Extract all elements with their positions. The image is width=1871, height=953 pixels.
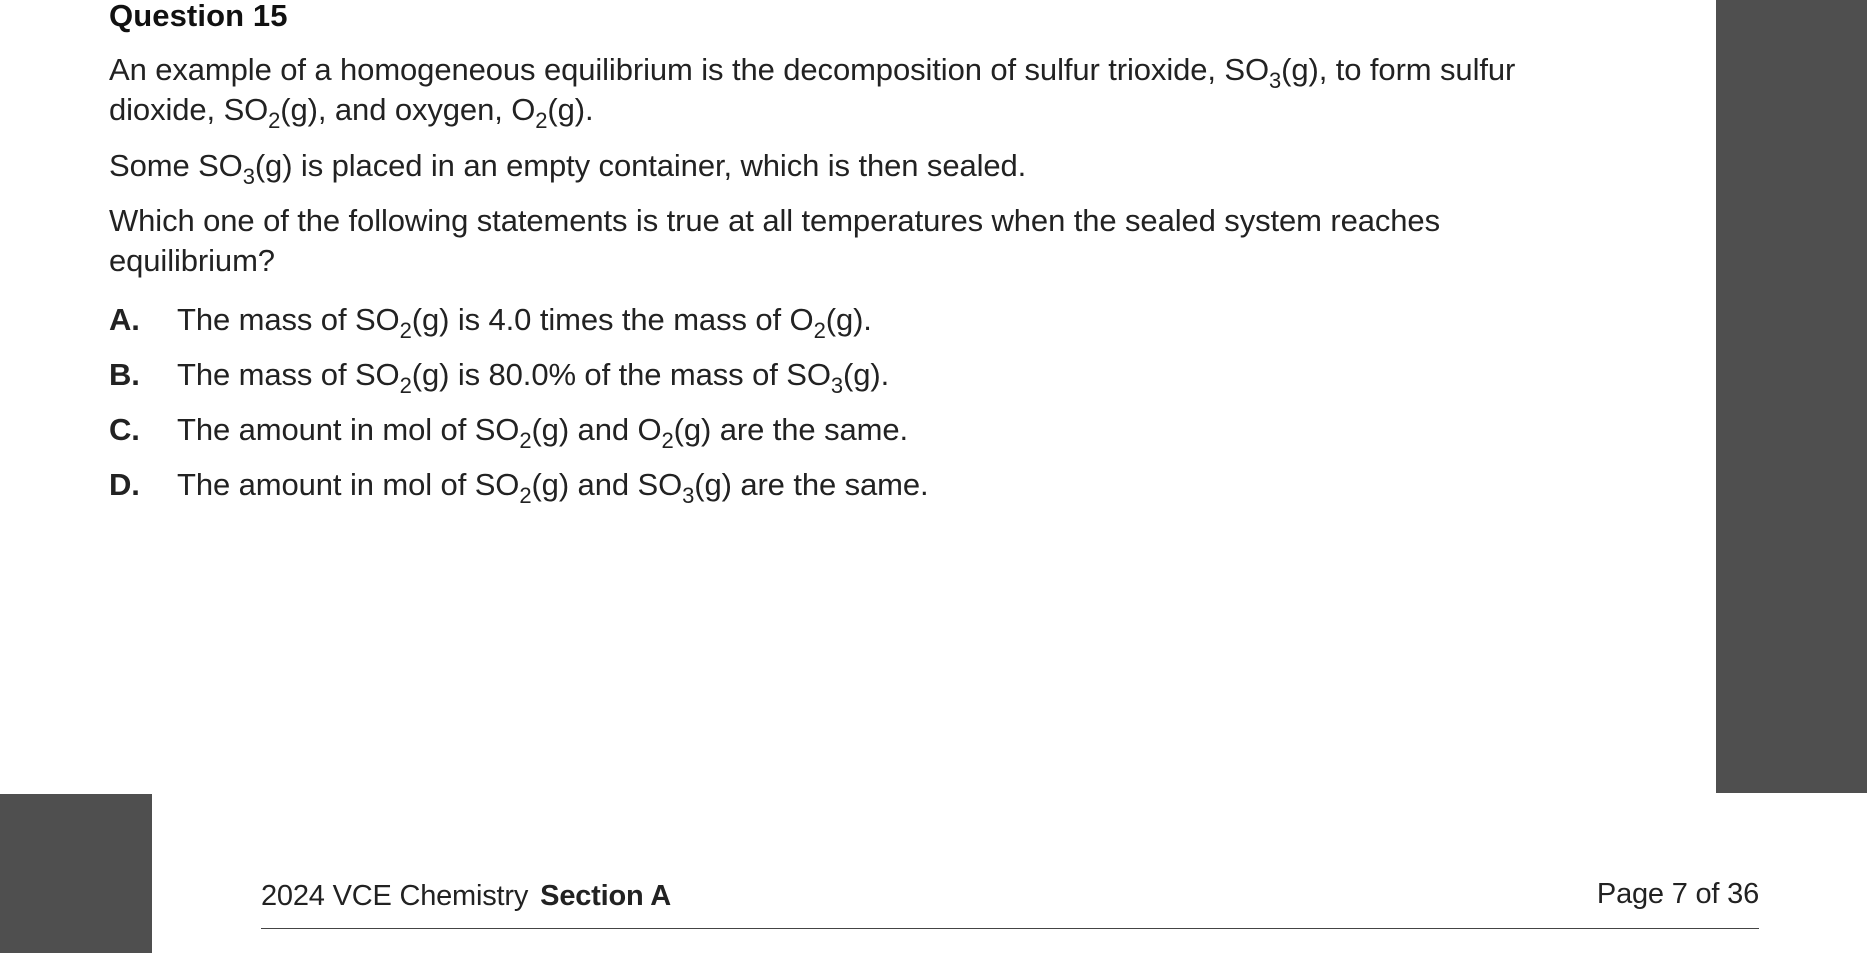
subscript: 3: [682, 483, 695, 508]
intro-text-3: (g), and oxygen, O: [280, 92, 536, 127]
footer-divider: [261, 928, 1759, 929]
setup-text-2: (g) is placed in an empty container, which is then sealed.: [254, 148, 1027, 183]
subscript: 2: [399, 318, 412, 343]
option-text: The amount in mol of $SO_2(g)$ and $O_2(g)$ are the same.: [177, 412, 908, 453]
option-text: The amount in mol of $SO_2(g)$ and $SO_3(g)$ are the same.: [177, 467, 929, 508]
option-text: The mass of $SO_2(g)$ is 4.0 times the mass of $O_2(g)$.: [177, 302, 872, 343]
subscript: 2: [268, 108, 281, 133]
option-letter: A.: [109, 302, 140, 337]
intro-text-4: (g).: [547, 92, 594, 127]
option-text: The mass of $SO_2(g)$ is 80.0% of the mass of $SO_3(g)$.: [177, 357, 890, 398]
left-margin-block: [0, 794, 152, 953]
question-prompt: Which one of the following statements is true at all temperatures when the sealed system reaches equilibrium?: [109, 203, 1440, 278]
footer-section: Section A: [540, 880, 672, 912]
footer-exam-label: [261, 880, 671, 913]
option-d[interactable]: [109, 465, 929, 508]
option-b[interactable]: [109, 355, 890, 398]
option-a[interactable]: [109, 300, 872, 343]
question-title: Question 15: [109, 0, 288, 33]
question-setup: [109, 146, 1529, 189]
subscript: 2: [519, 483, 532, 508]
footer-page-number: Page 7 of 36: [1596, 878, 1759, 910]
subscript: 2: [399, 373, 412, 398]
question-intro: [109, 50, 1529, 133]
subscript: 2: [535, 108, 548, 133]
subscript: 2: [519, 428, 532, 453]
subscript: 2: [813, 318, 826, 343]
setup-text-1: Some SO: [109, 148, 243, 183]
intro-text-1: An example of a homogeneous equilibrium is the decomposition of sulfur trioxide, SO: [109, 52, 1269, 87]
footer-exam: 2024 VCE Chemistry: [261, 880, 529, 912]
intro-text-2: (g), to form sulfur dioxide, SO: [109, 52, 1516, 127]
option-c[interactable]: [109, 410, 908, 453]
subscript: 2: [661, 428, 674, 453]
right-margin-block: [1716, 0, 1867, 793]
subscript: 3: [1269, 68, 1282, 93]
subscript: 3: [830, 373, 843, 398]
option-letter: C.: [109, 412, 140, 447]
option-letter: D.: [109, 467, 140, 502]
option-letter: B.: [109, 357, 140, 392]
subscript: 3: [242, 164, 255, 189]
